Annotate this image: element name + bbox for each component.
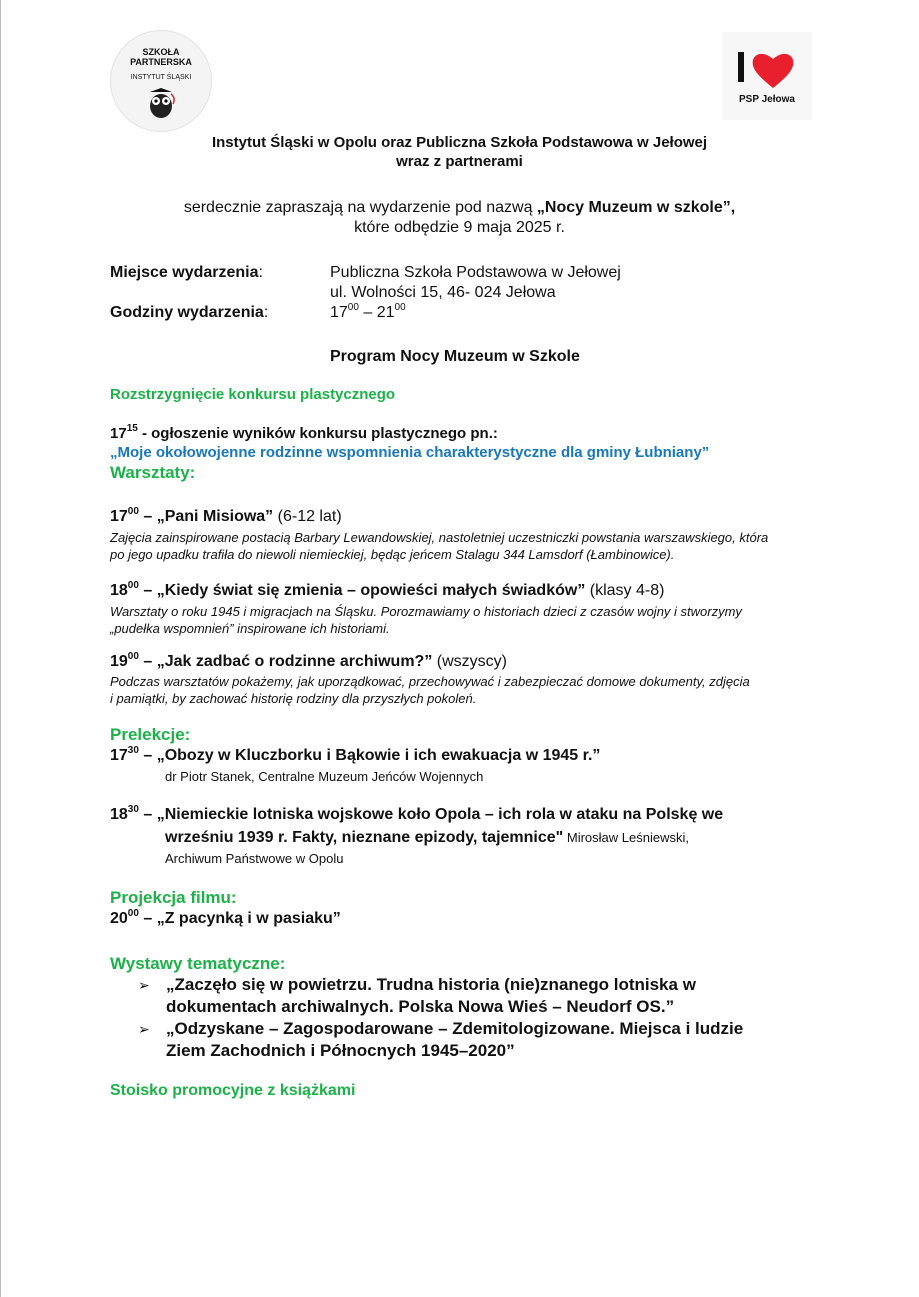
exhibition-1-line2: dokumentach archiwalnych. Polska Nowa Wieś – Neudorf OS.” bbox=[166, 997, 675, 1016]
lecture-2-title-line1: $18^{30}$ – „Niemieckie lotniska wojskowe koło Opola – ich rola w ataku na Polskę we bbox=[110, 803, 724, 823]
contest-announcement: $17^{15}$ - ogłoszenie wyników konkursu plastycznego pn.: bbox=[110, 423, 498, 442]
logo-text-line2: PARTNERSKA bbox=[130, 57, 192, 67]
lecture-1-speaker: dr Piotr Stanek, Centralne Muzeum Jeńców Wojennych bbox=[165, 769, 484, 784]
place-line1: Publiczna Szkoła Podstawowa w Jełowej bbox=[330, 264, 621, 281]
lecture-1-title: $17^{30}$ – „Obozy w Kluczborku i Bąkowie i ich ewakuacja w 1945 r.” bbox=[110, 744, 601, 764]
workshops-heading: Warsztaty: bbox=[110, 463, 196, 482]
workshop-1-title: $17^{00}$ – „Pani Misiowa” (6-12 lat) bbox=[110, 505, 342, 525]
film-heading: Projekcja filmu: bbox=[110, 888, 237, 907]
workshop-2-desc2: „pudełka wspomnień” inspirowane ich historiami. bbox=[110, 621, 390, 636]
lectures-heading: Prelekcje: bbox=[110, 725, 191, 744]
workshop-2-desc1: Warsztaty o roku 1945 i migracjach na Śląsku. Porozmawiamy o historiach dzieci z czasów wojny i stworzymy bbox=[110, 604, 742, 619]
school-partner-logo bbox=[110, 30, 212, 132]
bullet-arrow-icon: ➢ bbox=[138, 977, 150, 993]
logo-text-line3: INSTYTUT ŚLĄSKI bbox=[130, 74, 192, 81]
workshop-3-desc1: Podczas warsztatów pokażemy, jak uporządkować, przechowywać i zabezpieczać domowe dokumenty, zdjęcia bbox=[110, 674, 750, 689]
contest-title: „Moje okołowojenne rodzinne wspomnienia charakterystyczne dla gminy Łubniany” bbox=[110, 444, 710, 461]
workshop-3-title: $19^{00}$ – „Jak zadbać o rodzinne archiwum?” (wszyscy) bbox=[110, 650, 507, 670]
header-line1: Instytut Śląski w Opolu oraz Publiczna Szkoła Podstawowa w Jełowej bbox=[211, 134, 708, 151]
workshop-2-title: $18^{00}$ – „Kiedy świat się zmienia – opowieści małych świadków” (klasy 4-8) bbox=[110, 579, 665, 599]
lecture-2-title-line2: wrześniu 1939 r. Fakty, nieznane epizody, tajemnice" Mirosław Leśniewski, bbox=[165, 829, 689, 846]
contest-heading: Rozstrzygnięcie konkursu plastycznego bbox=[110, 386, 396, 403]
book-stand: Stoisko promocyjne z książkami bbox=[110, 1082, 356, 1099]
hours-label: Godziny wydarzenia: bbox=[110, 304, 269, 321]
owl-icon bbox=[144, 86, 178, 120]
invitation-text: serdecznie zapraszają na wydarzenie pod nazwą bbox=[183, 199, 537, 216]
logo-text-line1: SZKOŁA bbox=[142, 47, 180, 57]
bullet-arrow-icon: ➢ bbox=[138, 1021, 150, 1037]
letter-i-icon bbox=[738, 52, 744, 82]
program-title: Program Nocy Muzeum w Szkole bbox=[330, 348, 580, 365]
workshop-1-desc2: po jego upadku trafiła do niewoli niemieckiej, będąc jeńcem Stalagu 344 Lamsdorf (Łambinowice). bbox=[110, 547, 675, 562]
film-title: $20^{00}$ – „Z pacynką i w pasiaku” bbox=[110, 907, 341, 927]
place-label: Miejsce wydarzenia: bbox=[110, 264, 263, 281]
logo-caption: PSP Jełowa bbox=[739, 94, 795, 105]
invitation-line1 bbox=[0, 199, 919, 217]
invitation-line2: które odbędzie 9 maja 2025 r. bbox=[354, 219, 565, 236]
event-name: „Nocy Muzeum w szkole”, bbox=[536, 199, 736, 216]
hours-value: $17^{00} - 21^{00}$ bbox=[330, 301, 406, 321]
psp-jelowa-logo bbox=[722, 32, 812, 120]
header-line2: wraz z partnerami bbox=[396, 153, 523, 170]
lecture-2-speaker: Archiwum Państwowe w Opolu bbox=[165, 851, 344, 866]
exhibition-2-line2: Ziem Zachodnich i Północnych 1945–2020” bbox=[166, 1041, 515, 1060]
workshop-1-desc1: Zajęcia zainspirowane postacią Barbary Lewandowskiej, nastoletniej uczestniczki powstania warszawskiego, która bbox=[110, 530, 769, 545]
place-line2: ul. Wolności 15, 46- 024 Jełowa bbox=[330, 284, 556, 301]
workshop-3-desc2: i pamiątki, by zachować historię rodziny dla przyszłych pokoleń. bbox=[110, 691, 477, 706]
exhibitions-heading: Wystawy tematyczne: bbox=[110, 954, 286, 973]
exhibition-2-line1: „Odzyskane – Zagospodarowane – Zdemitologizowane. Miejsca i ludzie bbox=[166, 1019, 744, 1038]
heart-icon bbox=[750, 50, 796, 90]
exhibition-1-line1: „Zaczęło się w powietrzu. Trudna historia (nie)znanego lotniska w bbox=[166, 975, 696, 994]
page-edge bbox=[0, 0, 1, 1297]
